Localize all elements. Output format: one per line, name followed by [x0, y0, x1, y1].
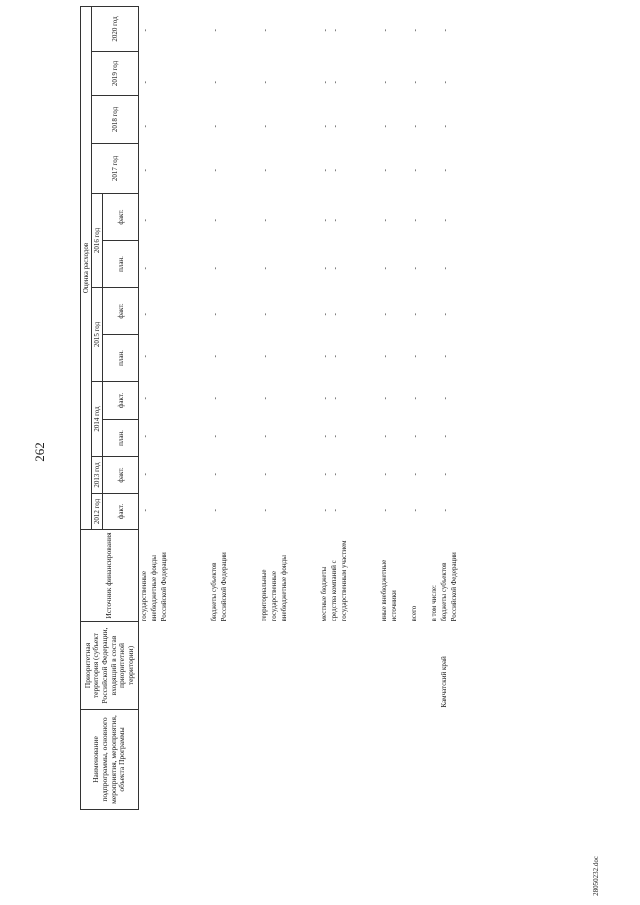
value-dash: -: [211, 473, 220, 476]
value-dash: -: [441, 267, 450, 270]
value-dash: -: [331, 435, 340, 438]
value-dash: -: [211, 81, 220, 84]
value-dash: -: [141, 355, 150, 358]
value-dash: -: [261, 355, 270, 358]
value-dash: -: [411, 313, 420, 316]
value-dash: -: [381, 169, 390, 172]
header-territory: Приоритетная территория (субъект Российской Федерации, входящий в состав приоритетной территории): [81, 622, 139, 710]
value-dash: -: [441, 81, 450, 84]
value-dash: -: [441, 125, 450, 128]
value-dash: -: [141, 397, 150, 400]
page-number: 262: [32, 442, 47, 462]
value-dash: -: [321, 435, 330, 438]
value-dash: -: [141, 219, 150, 222]
value-dash: -: [381, 473, 390, 476]
value-dash: -: [141, 435, 150, 438]
rotated-table-wrapper: [80, 16, 630, 810]
value-dash: -: [261, 397, 270, 400]
value-dash: -: [211, 125, 220, 128]
source-item: государственные внебюджетные фонды Российской Федерации: [140, 552, 169, 622]
value-dash: -: [321, 313, 330, 316]
value-dash: -: [381, 29, 390, 32]
value-dash: -: [211, 397, 220, 400]
value-dash: -: [411, 397, 420, 400]
value-dash: -: [411, 219, 420, 222]
value-dash: -: [261, 125, 270, 128]
header-estimate: Оценка расходов: [81, 6, 92, 529]
value-dash: -: [321, 509, 330, 512]
value-dash: -: [331, 125, 340, 128]
value-dash: -: [141, 125, 150, 128]
source-item: в том числе:: [430, 585, 439, 622]
value-dash: -: [321, 267, 330, 270]
value-dash: -: [261, 81, 270, 84]
value-dash: -: [331, 355, 340, 358]
header-year-2020: 2020 год: [92, 6, 139, 51]
value-dash: -: [411, 169, 420, 172]
value-dash: -: [441, 169, 450, 172]
expenditure-table: [80, 6, 499, 810]
value-dash: -: [441, 435, 450, 438]
value-dash: -: [411, 267, 420, 270]
header-year-2015: 2015 год: [92, 288, 103, 382]
value-dash: -: [141, 29, 150, 32]
header-fact-2013: факт.: [103, 457, 139, 494]
footer-doc-id: 28050232.doc: [592, 856, 600, 896]
value-dash: -: [321, 125, 330, 128]
value-dash: -: [411, 355, 420, 358]
value-dash: -: [331, 81, 340, 84]
value-dash: -: [381, 435, 390, 438]
header-plan-2015: план.: [103, 335, 139, 382]
value-dash: -: [441, 313, 450, 316]
value-dash: -: [411, 435, 420, 438]
value-dash: -: [411, 81, 420, 84]
value-dash: -: [141, 169, 150, 172]
value-dash: -: [261, 435, 270, 438]
value-dash: -: [141, 313, 150, 316]
value-dash: -: [331, 29, 340, 32]
header-source: Источник финансирования: [81, 530, 139, 622]
header-year-2016: 2016 год: [92, 194, 103, 288]
value-dash: -: [381, 313, 390, 316]
territory-cell: [139, 622, 500, 710]
header-fact-2016: факт.: [103, 194, 139, 241]
value-dash: -: [331, 313, 340, 316]
header-plan-2016: план.: [103, 241, 139, 288]
header-year-2019: 2019 год: [92, 52, 139, 96]
header-fact-2012: факт.: [103, 494, 139, 530]
value-dash: -: [441, 473, 450, 476]
header-year-2012: 2012 год: [92, 494, 103, 530]
source-item: всего: [410, 605, 419, 622]
program-name-cell: [139, 710, 500, 810]
dash-grid: [139, 6, 499, 529]
value-dash: -: [141, 267, 150, 270]
value-dash: -: [321, 473, 330, 476]
header-year-2018: 2018 год: [92, 96, 139, 144]
value-dash: -: [261, 29, 270, 32]
value-dash: -: [381, 125, 390, 128]
header-fact-2015: факт.: [103, 288, 139, 335]
value-dash: -: [441, 509, 450, 512]
value-dash: -: [411, 29, 420, 32]
value-dash: -: [331, 509, 340, 512]
header-program-name: Наименование подпрограммы, основного мероприятия, мероприятия, объекта Программы: [81, 710, 139, 810]
header-year-2014: 2014 год: [92, 382, 103, 457]
value-dash: -: [141, 81, 150, 84]
header-plan-2014: план.: [103, 420, 139, 457]
source-item: иные внебюджетные источники: [380, 559, 399, 622]
source-item: местные бюджеты: [320, 566, 329, 622]
value-dash: -: [321, 355, 330, 358]
value-dash: -: [441, 219, 450, 222]
value-dash: -: [331, 267, 340, 270]
value-dash: -: [411, 473, 420, 476]
value-dash: -: [211, 435, 220, 438]
value-dash: -: [381, 267, 390, 270]
value-dash: -: [331, 397, 340, 400]
value-dash: -: [321, 81, 330, 84]
value-dash: -: [381, 355, 390, 358]
value-dash: -: [321, 397, 330, 400]
source-item: средства компаний с государственным участием: [330, 540, 349, 622]
value-dash: -: [381, 81, 390, 84]
value-dash: -: [321, 29, 330, 32]
value-dash: -: [441, 29, 450, 32]
header-year-2013: 2013 год: [92, 457, 103, 494]
value-dash: -: [211, 355, 220, 358]
value-dash: -: [261, 169, 270, 172]
header-year-2017: 2017 год: [92, 144, 139, 194]
value-dash: -: [211, 267, 220, 270]
value-dash: -: [441, 397, 450, 400]
territory-value: Камчатский край: [440, 656, 449, 708]
source-list: [139, 530, 500, 622]
value-dash: -: [211, 219, 220, 222]
value-dash: -: [141, 473, 150, 476]
value-dash: -: [211, 509, 220, 512]
source-item: бюджеты субъектов Российской Федерации: [440, 552, 459, 622]
values-area: [139, 6, 500, 529]
value-dash: -: [441, 355, 450, 358]
value-dash: -: [381, 219, 390, 222]
value-dash: -: [261, 473, 270, 476]
value-dash: -: [331, 473, 340, 476]
source-item: территориальные государственные внебюджетные фонды: [260, 555, 289, 622]
value-dash: -: [211, 313, 220, 316]
value-dash: -: [331, 169, 340, 172]
value-dash: -: [141, 509, 150, 512]
value-dash: -: [211, 169, 220, 172]
value-dash: -: [261, 219, 270, 222]
value-dash: -: [381, 397, 390, 400]
value-dash: -: [321, 219, 330, 222]
value-dash: -: [321, 169, 330, 172]
value-dash: -: [261, 267, 270, 270]
source-item: бюджеты субъектов Российской Федерации: [210, 552, 229, 622]
value-dash: -: [381, 509, 390, 512]
value-dash: -: [331, 219, 340, 222]
value-dash: -: [411, 125, 420, 128]
value-dash: -: [261, 509, 270, 512]
header-fact-2014: факт.: [103, 382, 139, 420]
value-dash: -: [211, 29, 220, 32]
value-dash: -: [261, 313, 270, 316]
value-dash: -: [411, 509, 420, 512]
